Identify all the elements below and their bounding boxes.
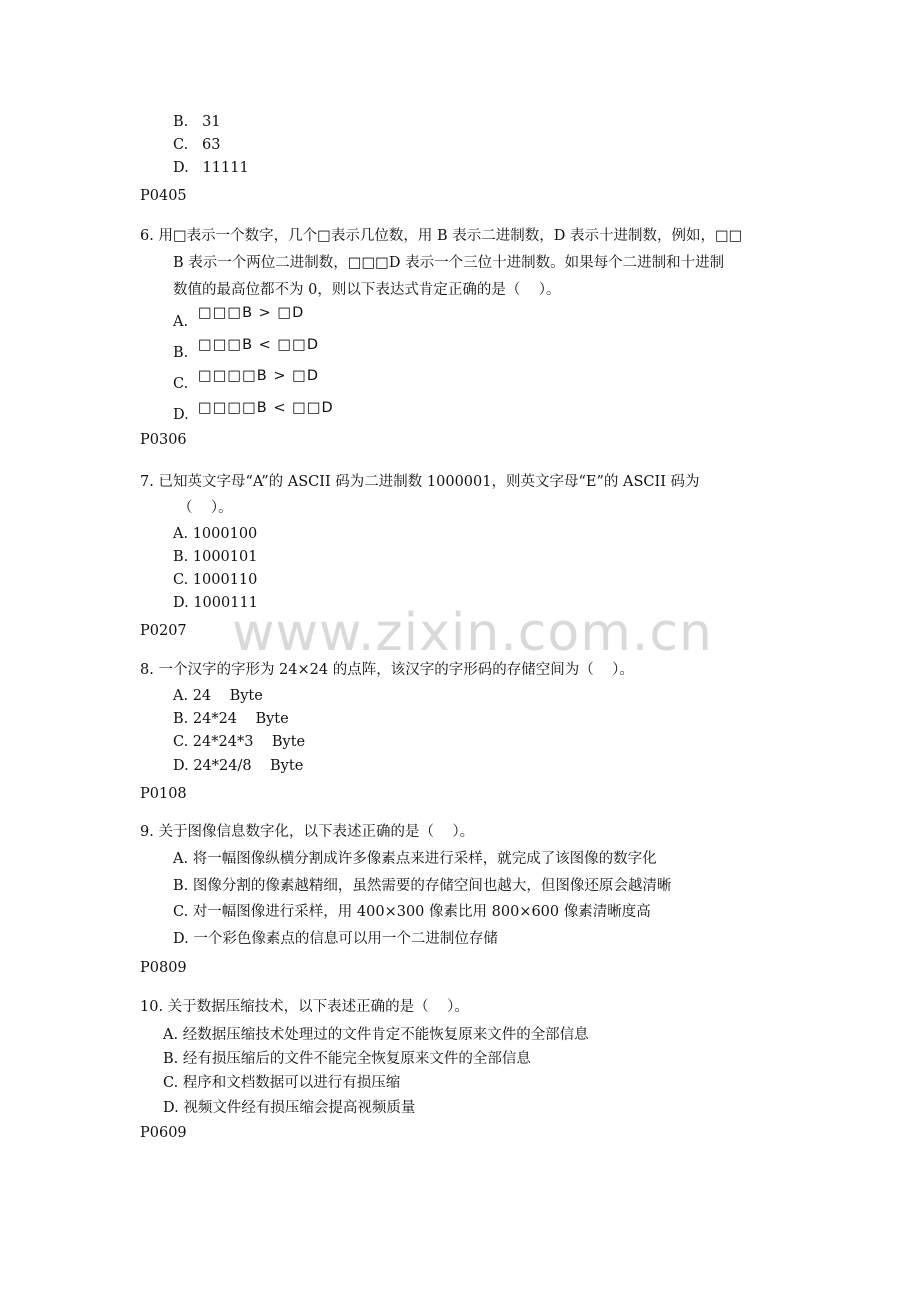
question-code: P0809 xyxy=(140,960,187,976)
option-d: D. 11111 xyxy=(173,160,249,176)
question-code: P0405 xyxy=(140,188,187,204)
option-letter: A. xyxy=(173,314,189,330)
option-letter: C. xyxy=(173,376,189,392)
option: D. 1000111 xyxy=(173,595,258,611)
option: C. 对一幅图像进行采样，用 400×300 像素比用 800×600 像素清晰度高 xyxy=(173,904,651,920)
option-expression: □□□□B < □□D xyxy=(198,400,334,416)
watermark: www.zixin.com.cn xyxy=(232,603,713,663)
option: C. 24*24*3 Byte xyxy=(173,734,306,750)
question-code: P0108 xyxy=(140,786,187,802)
question-stem: 10. 关于数据压缩技术，以下表述正确的是（ ）。 xyxy=(140,999,469,1015)
question-stem: B 表示一个两位二进制数，□□□D 表示一个三位十进制数。如果每个二进制和十进制 xyxy=(173,255,725,271)
option: B. 24*24 Byte xyxy=(173,711,289,727)
option: D. 视频文件经有损压缩会提高视频质量 xyxy=(163,1100,416,1116)
question-stem: 8. 一个汉字的字形为 24×24 的点阵，该汉字的字形码的存储空间为（ ）。 xyxy=(140,662,634,678)
option-letter: B. xyxy=(173,345,189,361)
option-expression: □□□□B > □D xyxy=(198,368,319,384)
option: A. 24 Byte xyxy=(173,688,263,704)
question-stem: 9. 关于图像信息数字化，以下表述正确的是（ ）。 xyxy=(140,824,475,840)
question-stem: 数值的最高位都不为 0，则以下表达式肯定正确的是（ ）。 xyxy=(173,282,561,298)
option: A. 经数据压缩技术处理过的文件肯定不能恢复原来文件的全部信息 xyxy=(163,1027,589,1043)
option: B. 1000101 xyxy=(173,549,258,565)
question-stem: （ ）。 xyxy=(178,500,233,516)
question-stem: 6. 用□表示一个数字，几个□表示几位数，用 B 表示二进制数，D 表示十进制数，例如，□□ xyxy=(140,228,743,244)
option: A. 将一幅图像纵横分割成许多像素点来进行采样，就完成了该图像的数字化 xyxy=(173,851,657,867)
option-expression: □□□B < □□D xyxy=(198,337,319,353)
option: C. 1000110 xyxy=(173,572,258,588)
option: C. 程序和文档数据可以进行有损压缩 xyxy=(163,1075,401,1091)
question-code: P0306 xyxy=(140,432,187,448)
option: B. 经有损压缩后的文件不能完全恢复原来文件的全部信息 xyxy=(163,1051,531,1067)
option: D. 一个彩色像素点的信息可以用一个二进制位存储 xyxy=(173,931,498,947)
question-code: P0609 xyxy=(140,1125,187,1141)
option-expression: □□□B > □D xyxy=(198,305,305,321)
option: A. 1000100 xyxy=(173,526,258,542)
option-b: B. 31 xyxy=(173,114,221,130)
option: B. 图像分割的像素越精细，虽然需要的存储空间也越大，但图像还原会越清晰 xyxy=(173,878,672,894)
option: D. 24*24/8 Byte xyxy=(173,758,304,774)
option-letter: D. xyxy=(173,407,189,423)
question-stem: 7. 已知英文字母“A”的 ASCII 码为二进制数 1000001，则英文字母“E”的 ASCII 码为 xyxy=(140,474,700,490)
question-code: P0207 xyxy=(140,623,187,639)
option-c: C. 63 xyxy=(173,137,221,153)
